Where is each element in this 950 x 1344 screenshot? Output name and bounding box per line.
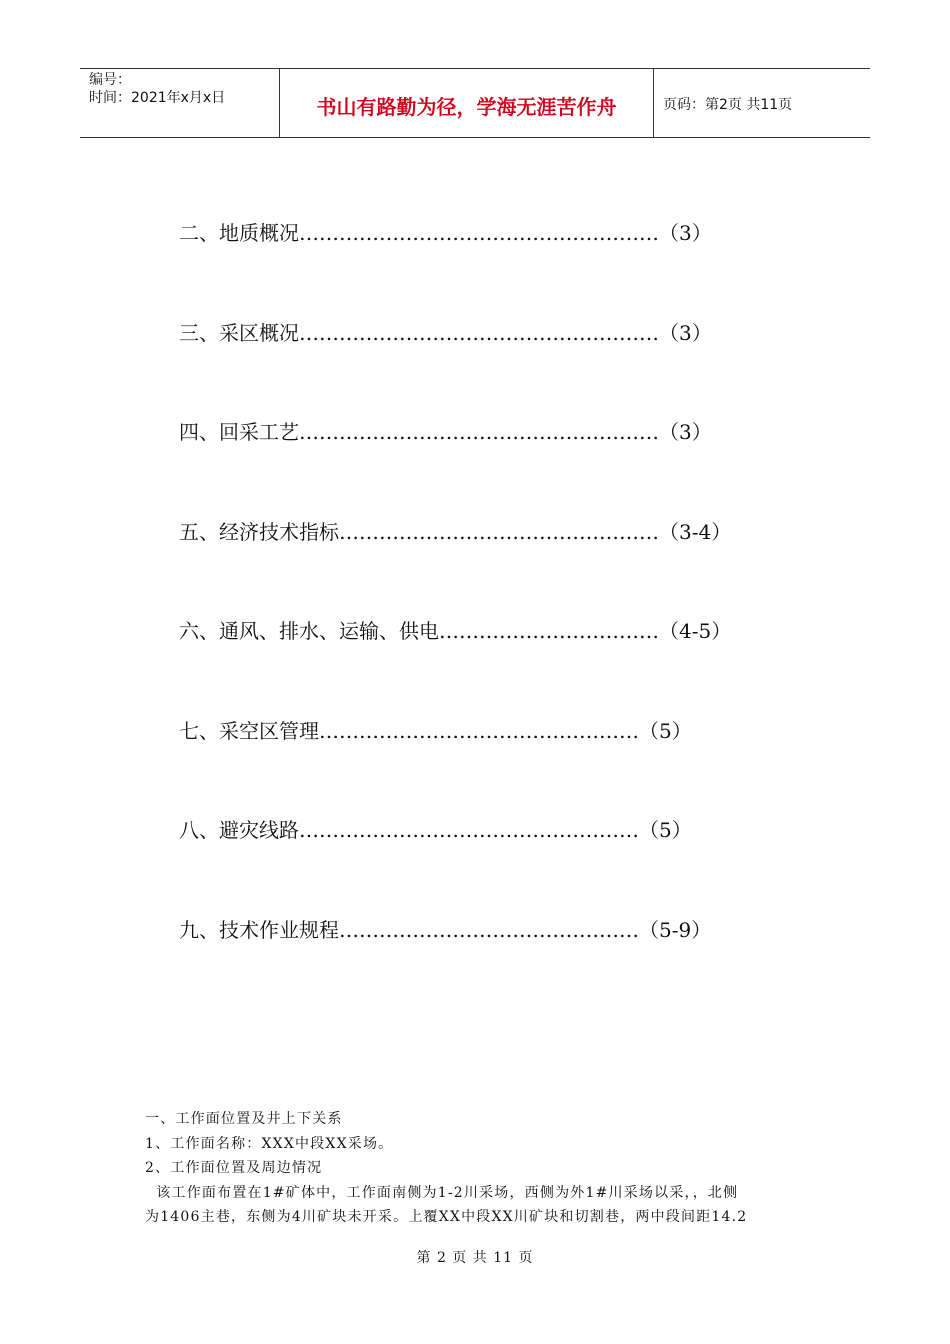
paragraph-line: 该工作面布置在1#矿体中，工作面南侧为1-2川采场，西侧为外1#川采场以采，，北侧 [145,1184,739,1201]
body-text [145,1107,815,1230]
header-meta [80,69,280,137]
page-footer: 第 2 页 共 11 页 [416,1250,534,1266]
paragraph-line: 2、工作面位置及周边情况 [145,1160,323,1176]
header-motto: 书山有路勤为径，学海无涯苦作舟 [280,69,654,137]
toc-item: 五、经济技术指标…………………………………………（3-4） [179,519,732,544]
toc-item: 六、通风、排水、运输、供电……………………………（4-5） [179,619,732,643]
toc-item: 三、采区概况………………………………………………（3） [179,320,712,345]
paragraph-line: 1、工作面名称：XXX中段XX采场。 [145,1135,394,1152]
date-label: 时间：2021年x月x日 [89,90,226,106]
toc-item: 四、回采工艺………………………………………………（3） [179,420,712,444]
toc-item: 八、避灾线路……………………………………………（5） [179,818,692,842]
page-header [80,68,870,138]
serial-label: 编号： [89,72,131,88]
table-of-contents [179,218,739,1014]
toc-item: 二、地质概况………………………………………………（3） [179,221,712,245]
header-page-number: 页码：第2页 共11页 [663,97,793,113]
toc-item: 九、技术作业规程………………………………………（5-9） [179,917,712,942]
paragraph-line: 为1406主巷，东侧为4川矿块未开采。上覆XX中段XX川矿块和切割巷，两中段间距14.2 [145,1209,748,1225]
section-heading: 一、工作面位置及井上下关系 [145,1111,343,1127]
toc-item: 七、采空区管理…………………………………………（5） [179,718,692,743]
